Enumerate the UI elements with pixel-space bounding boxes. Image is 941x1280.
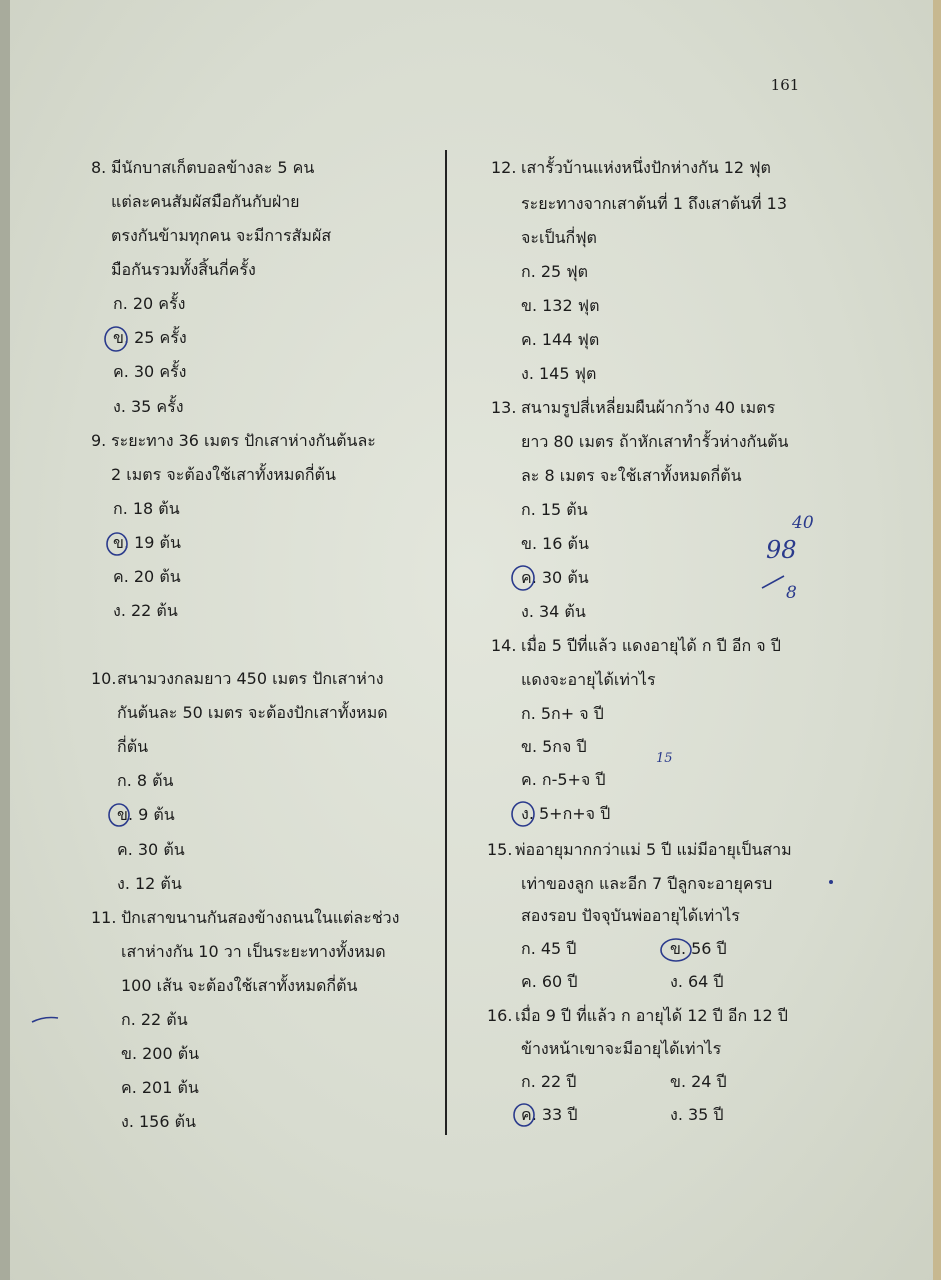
choice: ก. 5ก+ จ ปี xyxy=(521,704,604,723)
answer-circle xyxy=(514,1104,534,1126)
question-text: แต่ละคนสัมผัสมือกันกับฝ่าย xyxy=(111,192,300,211)
question-number: 10. xyxy=(91,669,117,688)
question-text: ตรงกันข้ามทุกคน จะมีการสัมผัส xyxy=(111,226,332,245)
question-number: 13. xyxy=(491,398,517,417)
question-text: สองรอบ ปัจจุบันพ่ออายุได้เท่าไร xyxy=(521,906,740,925)
choice: ค. 201 ต้น xyxy=(121,1078,199,1097)
answer-circle xyxy=(107,533,127,555)
choice: ค. 60 ปี xyxy=(521,972,578,991)
choice-circled: ข. 56 ปี xyxy=(670,939,727,958)
question-text: เสารั้วบ้านแห่งหนึ่งปักห่างกัน 12 ฟุต xyxy=(521,158,771,177)
question-text: ระยะทาง 36 เมตร ปักเสาห่างกันต้นละ xyxy=(111,431,376,450)
answer-circle xyxy=(512,802,534,826)
choice-circled: ข. 9 ต้น xyxy=(117,805,175,824)
page-number: 161 xyxy=(770,76,800,94)
choice: ค. 30 ต้น xyxy=(117,840,185,859)
choice: ง. 22 ต้น xyxy=(113,601,178,620)
choice: ข. 16 ต้น xyxy=(521,534,589,553)
question-text: 100 เส้น จะต้องใช้เสาทั้งหมดกี่ต้น xyxy=(121,976,358,995)
choice: ง. 34 ต้น xyxy=(521,602,586,621)
choice: ข. 5กจ ปี xyxy=(521,737,587,756)
handwritten-note: 98 xyxy=(766,536,797,564)
choice: ค. ก-5+จ ปี xyxy=(521,770,606,789)
question-text: 2 เมตร จะต้องใช้เสาทั้งหมดกี่ต้น xyxy=(111,465,336,484)
pen-dot xyxy=(829,880,833,884)
question-number: 9. xyxy=(91,431,107,450)
question-number: 12. xyxy=(491,158,517,177)
choice-circled: ค. 33 ปี xyxy=(521,1105,578,1124)
choice: ง. 145 ฟุต xyxy=(521,364,597,383)
choice: ก. 20 ครั้ง xyxy=(113,294,186,313)
choice: ค. 30 ครั้ง xyxy=(113,362,187,381)
handwritten-note: 8 xyxy=(786,583,797,603)
stray-mark xyxy=(32,1018,58,1023)
answer-circle xyxy=(105,327,127,351)
choice-circled: ค. 30 ต้น xyxy=(521,568,589,587)
question-text: ปักเสาขนานกันสองข้างถนนในแต่ละช่วง xyxy=(121,908,400,927)
choice: ข. 200 ต้น xyxy=(121,1044,200,1063)
answer-circle xyxy=(109,804,129,826)
question-text: มือกันรวมทั้งสิ้นกี่ครั้ง xyxy=(111,260,256,279)
choice: ก. 22 ต้น xyxy=(121,1010,188,1029)
question-text: ละ 8 เมตร จะใช้เสาทั้งหมดกี่ต้น xyxy=(521,466,742,485)
choice: ก. 18 ต้น xyxy=(113,499,180,518)
question-text: กันต้นละ 50 เมตร จะต้องปักเสาทั้งหมด xyxy=(117,703,388,722)
question-text: เสาห่างกัน 10 วา เป็นระยะทางทั้งหมด xyxy=(121,942,386,961)
question-text: เมื่อ 9 ปี ที่แล้ว ก อายุได้ 12 ปี อีก 12 ปี xyxy=(515,1006,788,1025)
answer-circle xyxy=(661,939,691,961)
question-text: สนามวงกลมยาว 450 เมตร ปักเสาห่าง xyxy=(117,669,384,688)
question-text: ยาว 80 เมตร ถ้าหักเสาทำรั้วห่างกันต้น xyxy=(521,432,789,451)
choice: ก. 8 ต้น xyxy=(117,771,174,790)
slash-mark xyxy=(762,576,784,588)
question-text: แดงจะอายุได้เท่าไร xyxy=(521,670,656,689)
question-text: มีนักบาสเก็ตบอลข้างละ 5 คน xyxy=(111,158,315,177)
choice: ง. 156 ต้น xyxy=(121,1112,196,1131)
choice: ก. 45 ปี xyxy=(521,939,577,958)
question-text: พ่ออายุมากกว่าแม่ 5 ปี แม่มีอายุเป็นสาม xyxy=(515,840,792,859)
choice-circled: ข. 25 ครั้ง xyxy=(113,328,187,347)
question-text: กี่ต้น xyxy=(117,737,149,756)
choice-circled: ง. 5+ก+จ ปี xyxy=(521,804,611,823)
question-number: 11. xyxy=(91,908,117,927)
handwritten-note: 40 xyxy=(792,513,814,533)
choice: ง. 64 ปี xyxy=(670,972,724,991)
question-number: 8. xyxy=(91,158,107,177)
question-text: เมื่อ 5 ปีที่แล้ว แดงอายุได้ ก ปี อีก จ ปี xyxy=(521,636,781,655)
question-number: 14. xyxy=(491,636,517,655)
answer-circle xyxy=(512,566,534,590)
choice-circled: ข. 19 ต้น xyxy=(113,533,181,552)
choice: ก. 22 ปี xyxy=(521,1072,577,1091)
question-text: ข้างหน้าเขาจะมีอายุได้เท่าไร xyxy=(521,1039,722,1058)
choice: ง. 12 ต้น xyxy=(117,874,182,893)
choice: ง. 35 ครั้ง xyxy=(113,397,184,416)
handwritten-note: 15 xyxy=(656,751,673,766)
question-number: 15. xyxy=(487,840,513,859)
question-text: ระยะทางจากเสาต้นที่ 1 ถึงเสาต้นที่ 13 xyxy=(521,194,788,213)
question-text: สนามรูปสี่เหลี่ยมผืนผ้ากว้าง 40 เมตร xyxy=(521,398,776,417)
question-number: 16. xyxy=(487,1006,513,1025)
choice: ข. 132 ฟุต xyxy=(521,296,600,315)
choice: ง. 35 ปี xyxy=(670,1105,724,1124)
choice: ก. 25 ฟุต xyxy=(521,262,589,281)
choice: ค. 20 ต้น xyxy=(113,567,181,586)
choice: ค. 144 ฟุต xyxy=(521,330,600,349)
choice: ก. 15 ต้น xyxy=(521,500,588,519)
question-text: จะเป็นกี่ฟุต xyxy=(521,228,597,247)
choice: ข. 24 ปี xyxy=(670,1072,727,1091)
question-text: เท่าของลูก และอีก 7 ปีลูกจะอายุครบ xyxy=(521,874,773,893)
